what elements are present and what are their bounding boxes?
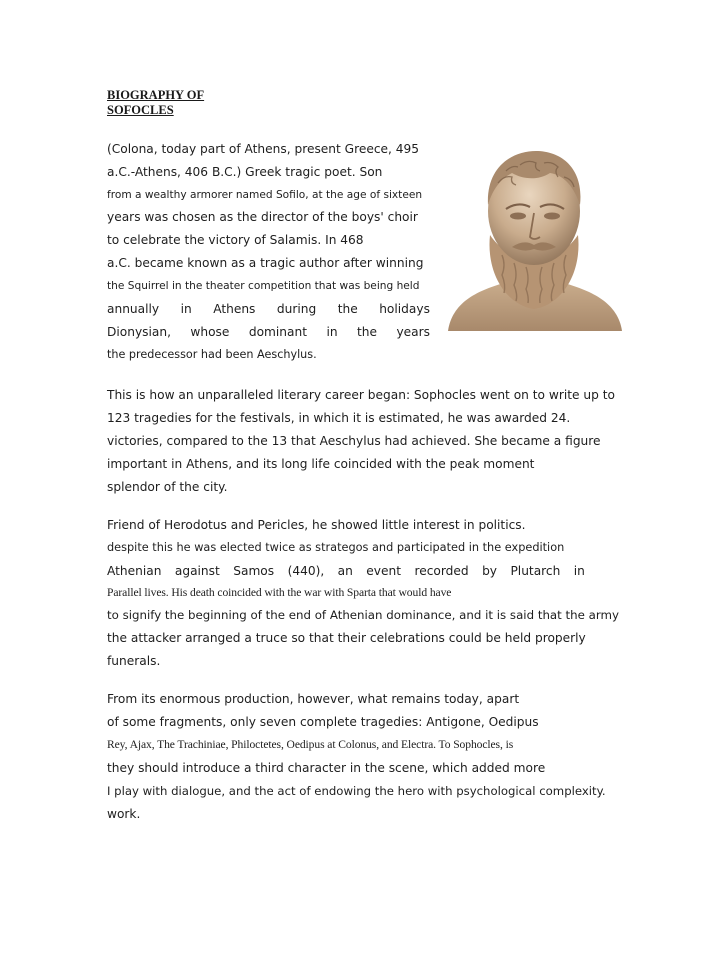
text-line: Parallel lives. His death coincided with the war with Sparta that would have xyxy=(107,586,452,599)
text-line: from a wealthy armorer named Sofilo, at the age of sixteen xyxy=(107,189,423,201)
word: years xyxy=(396,325,430,339)
word: an xyxy=(337,564,353,578)
text-line: years was chosen as the director of the boys' choir xyxy=(107,210,418,224)
word: the xyxy=(337,302,358,316)
word: Plutarch xyxy=(510,564,561,578)
word: in xyxy=(326,325,338,339)
text-line: Friend of Herodotus and Pericles, he showed little interest in politics. xyxy=(107,518,526,532)
text-line: the Squirrel in the theater competition that was being held xyxy=(107,280,420,292)
text-line: the attacker arranged a truce so that their celebrations could be held properly xyxy=(107,631,586,645)
text-line: they should introduce a third character in the scene, which added more xyxy=(107,761,546,775)
text-line: a.C. became known as a tragic author after winning xyxy=(107,256,424,270)
text-line: (Colona, today part of Athens, present Greece, 495 xyxy=(107,142,420,156)
word: in xyxy=(573,564,585,578)
word: dominant xyxy=(248,325,307,339)
justified-text-line xyxy=(107,301,430,317)
text-line: important in Athens, and its long life coincided with the peak moment xyxy=(107,457,535,471)
justified-text-line xyxy=(107,563,585,579)
title-line-1: BIOGRAPHY OF xyxy=(107,88,205,102)
word: against xyxy=(174,564,220,578)
word: whose xyxy=(190,325,230,339)
text-line: the predecessor had been Aeschylus. xyxy=(107,348,317,361)
sophocles-bust-image xyxy=(446,143,622,331)
text-line: work. xyxy=(107,807,141,821)
text-line: This is how an unparalleled literary career began: Sophocles went on to write up to xyxy=(107,388,615,402)
justified-text-line xyxy=(107,324,430,340)
word: holidays xyxy=(379,302,430,316)
word: in xyxy=(180,302,192,316)
word: Athens xyxy=(213,302,256,316)
word: during xyxy=(276,302,317,316)
text-line: Rey, Ajax, The Trachiniae, Philoctetes, Oedipus at Colonus, and Electra. To Sophocles, is xyxy=(107,738,514,751)
text-line: funerals. xyxy=(107,654,161,668)
word: the xyxy=(357,325,378,339)
text-line: splendor of the city. xyxy=(107,480,228,494)
word: recorded xyxy=(414,564,469,578)
text-line: of some fragments, only seven complete tragedies: Antigone, Oedipus xyxy=(107,715,539,729)
word: Athenian xyxy=(107,564,162,578)
text-line: 123 tragedies for the festivals, in which it is estimated, he was awarded 24. xyxy=(107,411,571,425)
text-line: despite this he was elected twice as strategos and participated in the expedition xyxy=(107,541,565,554)
text-line: a.C.-Athens, 406 B.C.) Greek tragic poet. Son xyxy=(107,165,383,179)
text-line: From its enormous production, however, what remains today, apart xyxy=(107,692,520,706)
word: Dionysian, xyxy=(107,325,171,339)
word: Samos xyxy=(233,564,275,578)
word: by xyxy=(482,564,498,578)
text-line: I play with dialogue, and the act of endowing the hero with psychological complexity. xyxy=(107,784,606,798)
word: (440), xyxy=(287,564,325,578)
document-title xyxy=(107,88,204,118)
word: event xyxy=(366,564,402,578)
text-line: to celebrate the victory of Salamis. In 468 xyxy=(107,233,364,247)
word: annually xyxy=(107,302,160,316)
text-line: victories, compared to the 13 that Aeschylus had achieved. She became a figure xyxy=(107,434,601,448)
title-line-2: SOFOCLES xyxy=(107,103,174,117)
text-line: to signify the beginning of the end of Athenian dominance, and it is said that the army xyxy=(107,608,619,622)
